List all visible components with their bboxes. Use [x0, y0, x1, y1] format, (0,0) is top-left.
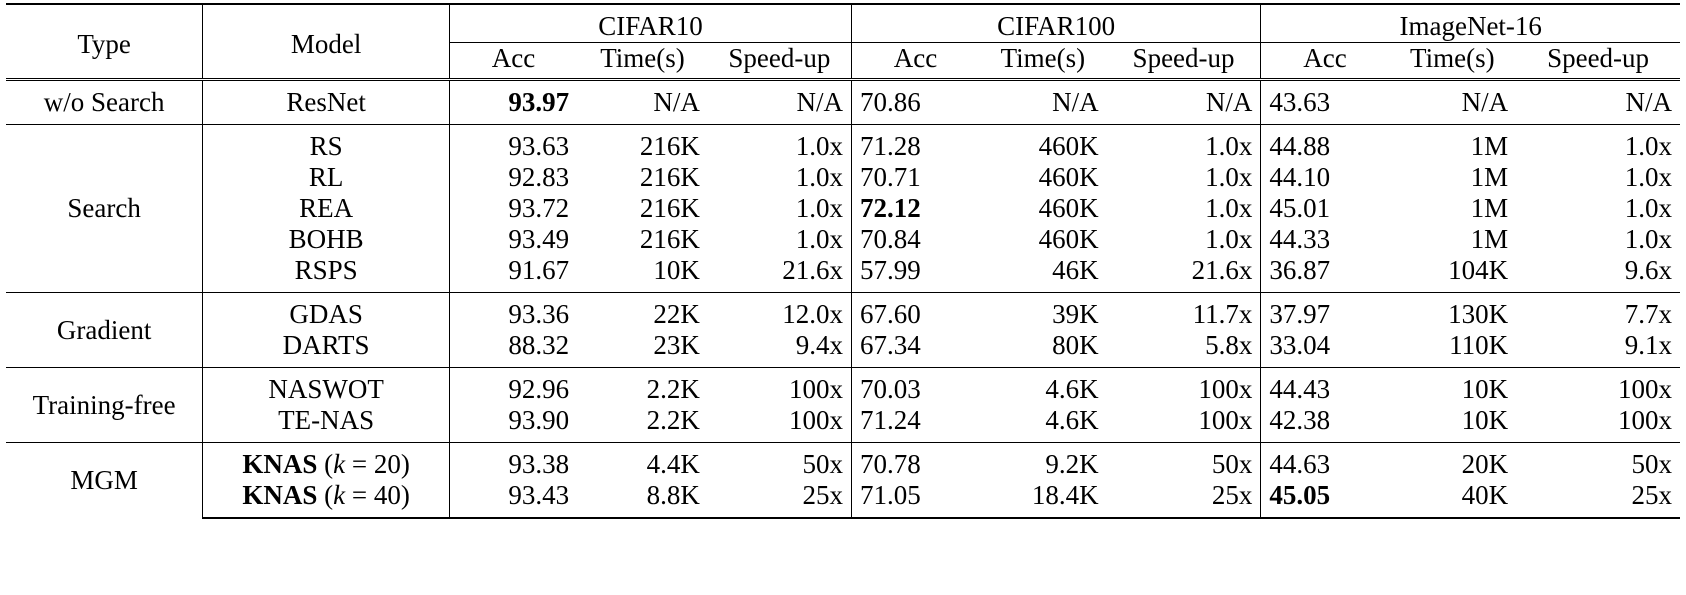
k-symbol: k: [333, 449, 346, 479]
value-cell: 460K: [1038, 162, 1099, 192]
value-cell: 92.96: [449, 368, 577, 406]
value-cell: 21.6x: [782, 255, 843, 285]
type-cell: w/o Search: [6, 80, 203, 125]
value-cell: 216K: [639, 193, 700, 223]
value-cell: 70.86: [851, 80, 979, 125]
model-name: KNAS: [242, 480, 318, 510]
value-cell: 100x: [788, 405, 843, 435]
value-cell: 1M: [1389, 125, 1517, 163]
model-name: KNAS: [242, 449, 318, 479]
value-cell: 80K: [1052, 330, 1099, 360]
value-cell: 23K: [653, 330, 700, 360]
table-row: [6, 405, 1680, 443]
value-cell: 93.36: [449, 293, 577, 331]
type-cell: Gradient: [6, 293, 203, 368]
value-cell: 1.0x: [1205, 193, 1253, 223]
value-cell: 57.99: [851, 255, 979, 293]
header-dataset-cifar100: CIFAR100: [851, 4, 1260, 43]
table-row: [6, 293, 1680, 331]
value-cell: 4.6K: [1045, 405, 1099, 435]
value-cell: 44.33: [1261, 224, 1389, 255]
value-cell: 1.0x: [1107, 125, 1261, 163]
value-cell: 92.83: [449, 162, 577, 193]
table-row: [6, 255, 1680, 293]
value-cell: 9.1x: [1624, 330, 1672, 360]
value-cell: N/A: [577, 80, 708, 125]
value-cell: 70.84: [851, 224, 979, 255]
value-cell: 50x: [1107, 443, 1261, 481]
value-cell: 9.6x: [1624, 255, 1672, 285]
value-cell: 25x: [1107, 480, 1261, 518]
value-cell: 7.7x: [1516, 293, 1680, 331]
value-cell: 93.38: [449, 443, 577, 481]
k-value: = 20): [351, 449, 410, 479]
value-cell: 104K: [1448, 255, 1509, 285]
value-cell: 1.0x: [1624, 193, 1672, 223]
value-cell: 100x: [708, 368, 852, 406]
value-cell: 36.87: [1261, 255, 1389, 293]
model-cell: RSPS: [203, 255, 450, 293]
value-cell: 45.01: [1261, 193, 1389, 224]
value-cell: 11.7x: [1107, 293, 1261, 331]
value-cell: 100x: [1198, 405, 1253, 435]
value-cell: 1.0x: [1205, 162, 1253, 192]
value-cell: 8.8K: [577, 480, 708, 518]
value-cell: N/A: [979, 80, 1107, 125]
value-cell: 50x: [1516, 443, 1680, 481]
table-row: [6, 480, 1680, 518]
value-cell: 44.88: [1261, 125, 1389, 163]
type-cell: Training-free: [6, 368, 203, 443]
type-cell: MGM: [6, 443, 203, 519]
value-cell: 1M: [1470, 162, 1509, 192]
value-cell: 71.05: [851, 480, 979, 518]
table-row: [6, 224, 1680, 255]
value-cell: 91.67: [449, 255, 577, 293]
value-cell: 216K: [639, 162, 700, 192]
k-symbol: k: [333, 480, 346, 510]
value-cell: 40K: [1389, 480, 1517, 518]
model-cell: GDAS: [203, 293, 450, 331]
value-cell: 46K: [1052, 255, 1099, 285]
header-metric-time: Time(s): [1410, 43, 1495, 73]
value-cell: 1.0x: [795, 162, 843, 192]
value-cell: N/A: [1107, 80, 1261, 125]
value-cell: 70.78: [851, 443, 979, 481]
value-cell: 45.05: [1261, 480, 1389, 518]
value-cell: 72.12: [851, 193, 979, 224]
value-cell: 130K: [1389, 293, 1517, 331]
model-cell: KNAS (k = 40): [203, 480, 450, 518]
k-value: = 40): [351, 480, 410, 510]
value-cell: 37.97: [1261, 293, 1389, 331]
value-cell: 50x: [708, 443, 852, 481]
value-cell: 1.0x: [795, 224, 843, 254]
value-cell: 1M: [1470, 224, 1509, 254]
value-cell: 44.43: [1261, 368, 1389, 406]
model-cell: KNAS (k = 20): [203, 443, 450, 481]
value-cell: 1.0x: [708, 125, 852, 163]
value-cell: 70.71: [851, 162, 979, 193]
table-row: [6, 80, 1680, 125]
table-row: [6, 193, 1680, 224]
header-metric-acc: Acc: [449, 43, 577, 80]
value-cell: 10K: [653, 255, 700, 285]
value-cell: 33.04: [1261, 330, 1389, 368]
value-cell: 44.10: [1261, 162, 1389, 193]
value-cell: 1.0x: [1205, 224, 1253, 254]
header-model: Model: [203, 4, 450, 80]
model-cell: REA: [203, 193, 450, 224]
value-cell: 18.4K: [979, 480, 1107, 518]
value-cell: 110K: [1449, 330, 1509, 360]
value-cell: 93.90: [449, 405, 577, 443]
value-cell: 20K: [1389, 443, 1517, 481]
value-cell: 2.2K: [646, 405, 700, 435]
value-cell: 67.34: [851, 330, 979, 368]
model-cell: TE-NAS: [203, 405, 450, 443]
value-cell: 9.2K: [979, 443, 1107, 481]
header-metric-speedup: Speed-up: [728, 43, 831, 73]
header-metric-time: Time(s): [1000, 43, 1086, 73]
value-cell: 216K: [577, 125, 708, 163]
value-cell: 9.4x: [795, 330, 843, 360]
results-table-container: [6, 3, 1680, 591]
header-metric-speedup: Speed-up: [1547, 43, 1650, 73]
model-cell: RS: [203, 125, 450, 163]
value-cell: 460K: [979, 125, 1107, 163]
table-row: [6, 125, 1680, 163]
value-cell: 10K: [1461, 405, 1509, 435]
value-cell: 22K: [577, 293, 708, 331]
model-cell: DARTS: [203, 330, 450, 368]
value-cell: 4.6K: [979, 368, 1107, 406]
header-dataset-cifar10: CIFAR10: [449, 4, 851, 43]
value-cell: 100x: [1618, 405, 1672, 435]
model-cell: BOHB: [203, 224, 450, 255]
value-cell: 93.43: [449, 480, 577, 518]
header-type: Type: [6, 4, 203, 80]
value-cell: 93.97: [449, 80, 577, 125]
value-cell: 21.6x: [1191, 255, 1253, 285]
header-metric-acc: Acc: [1261, 43, 1389, 80]
value-cell: 93.49: [449, 224, 577, 255]
value-cell: 67.60: [851, 293, 979, 331]
value-cell: 42.38: [1261, 405, 1389, 443]
value-cell: 5.8x: [1205, 330, 1253, 360]
value-cell: 93.72: [449, 193, 577, 224]
value-cell: 1.0x: [1624, 224, 1672, 254]
value-cell: 2.2K: [577, 368, 708, 406]
value-cell: N/A: [708, 80, 852, 125]
table-row: [6, 330, 1680, 368]
value-cell: 70.03: [851, 368, 979, 406]
value-cell: 25x: [708, 480, 852, 518]
value-cell: 460K: [1038, 193, 1099, 223]
value-cell: 93.63: [449, 125, 577, 163]
value-cell: 25x: [1516, 480, 1680, 518]
value-cell: 44.63: [1261, 443, 1389, 481]
table-row: [6, 443, 1680, 481]
value-cell: 1M: [1470, 193, 1509, 223]
header-metric-acc: Acc: [851, 43, 979, 80]
model-cell: NASWOT: [203, 368, 450, 406]
header-row-datasets: [6, 4, 1680, 43]
value-cell: 88.32: [449, 330, 577, 368]
value-cell: 460K: [1038, 224, 1099, 254]
header-metric-speedup: Speed-up: [1132, 43, 1235, 73]
value-cell: 39K: [979, 293, 1107, 331]
value-cell: 10K: [1389, 368, 1517, 406]
value-cell: 1.0x: [1516, 125, 1680, 163]
value-cell: 4.4K: [577, 443, 708, 481]
model-cell: RL: [203, 162, 450, 193]
header-metric-time: Time(s): [600, 43, 685, 73]
value-cell: N/A: [1516, 80, 1680, 125]
value-cell: 71.28: [851, 125, 979, 163]
value-cell: 43.63: [1261, 80, 1389, 125]
value-cell: 216K: [639, 224, 700, 254]
value-cell: 1.0x: [795, 193, 843, 223]
value-cell: 100x: [1516, 368, 1680, 406]
results-table: [6, 3, 1680, 519]
value-cell: 1.0x: [1624, 162, 1672, 192]
table-row: [6, 162, 1680, 193]
value-cell: 100x: [1107, 368, 1261, 406]
model-cell: ResNet: [203, 80, 450, 125]
value-cell: 71.24: [851, 405, 979, 443]
table-row: [6, 368, 1680, 406]
header-dataset-imagenet16: ImageNet-16: [1261, 4, 1680, 43]
value-cell: N/A: [1389, 80, 1517, 125]
value-cell: 12.0x: [708, 293, 852, 331]
type-cell: Search: [6, 125, 203, 293]
